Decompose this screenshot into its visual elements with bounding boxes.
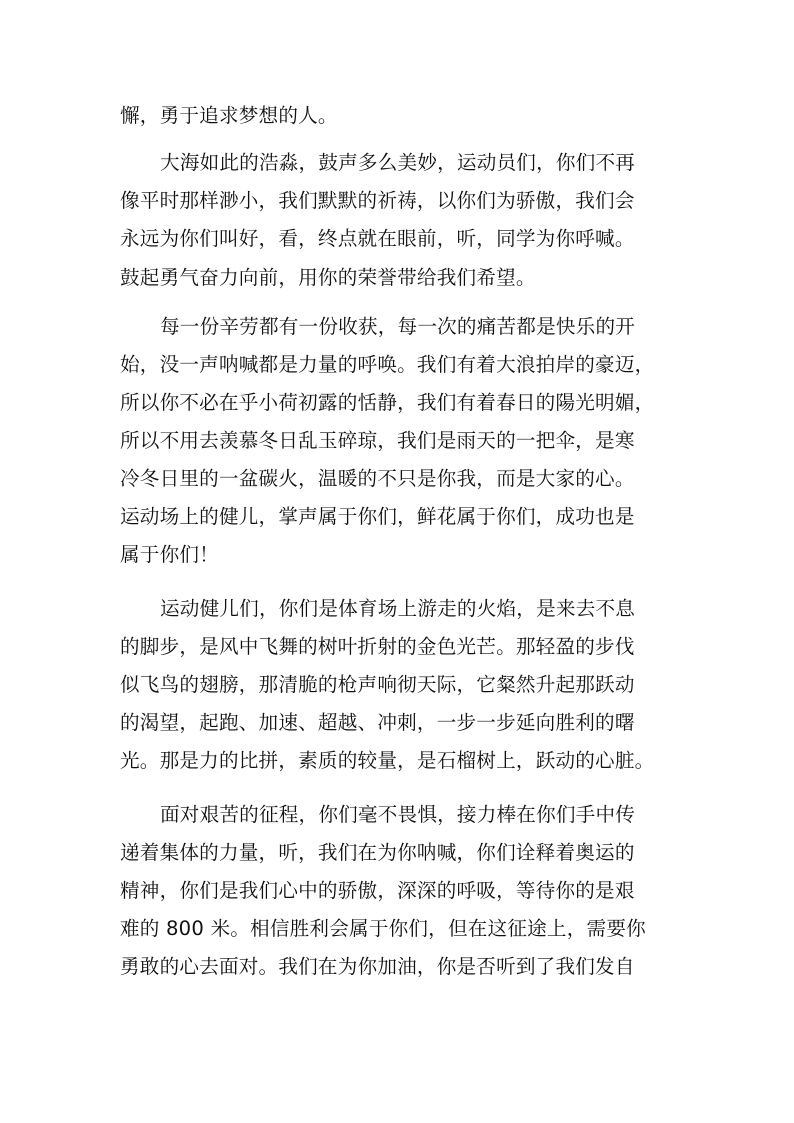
text-line: 始，没一声呐喊都是力量的呼唤。我们有着大浪拍岸的豪迈， [120,353,655,376]
text-line: 的渴望，起跑、加速、超越、冲刺，一步一步延向胜利的曙 [120,711,635,734]
text-line: 大海如此的浩淼，鼓声多么美妙，运动员们，你们不再 [160,151,636,174]
text-line: 懈，勇于追求梦想的人。 [120,104,338,127]
text-line: 属于你们！ [120,543,219,566]
text-line: 面对艰苦的征程，你们毫不畏惧，接力棒在你们手中传 [160,803,636,826]
text-line: 运动健儿们，你们是体育场上游走的火焰，是来去不息 [160,597,636,620]
text-line: 永远为你们叫好，看，终点就在眼前，听，同学为你呼喊。 [120,227,635,250]
text-line: 鼓起勇气奋力向前，用你的荣誉带给我们希望。 [120,266,536,289]
text-line: 所以你不必在乎小荷初露的恬静，我们有着春日的陽光明媚， [120,391,655,414]
text-line: 所以不用去羡慕冬日乱玉碎琼，我们是雨天的一把伞，是寒 [120,429,635,452]
text-line: 冷冬日里的一盆碳火，温暖的不只是你我，而是大家的心。 [120,467,635,490]
text-line: 精神，你们是我们心中的骄傲，深深的呼吸，等待你的是艰 [120,879,635,902]
text-line: 似飞鸟的翅膀，那清脆的枪声响彻天际，它粲然升起那跃动 [120,673,635,696]
text-line: 的脚步，是风中飞舞的树叶折射的金色光芒。那轻盈的步伐 [120,635,635,658]
text-line: 光。那是力的比拼，素质的较量，是石榴树上，跃动的心脏。 [120,749,655,772]
text-line: 运动场上的健儿，掌声属于你们，鲜花属于你们，成功也是 [120,505,635,528]
text-line: 勇敢的心去面对。我们在为你加油，你是否听到了我们发自 [120,955,635,978]
text-line: 像平时那样渺小，我们默默的祈祷，以你们为骄傲，我们会 [120,189,635,212]
text-line: 每一份辛劳都有一份收获，每一次的痛苦都是快乐的开 [160,315,636,338]
text-line: 递着集体的力量，听，我们在为你呐喊，你们诠释着奥运的 [120,841,635,864]
text-line: 难的 800 米。相信胜利会属于你们，但在这征途上，需要你 [120,917,646,940]
